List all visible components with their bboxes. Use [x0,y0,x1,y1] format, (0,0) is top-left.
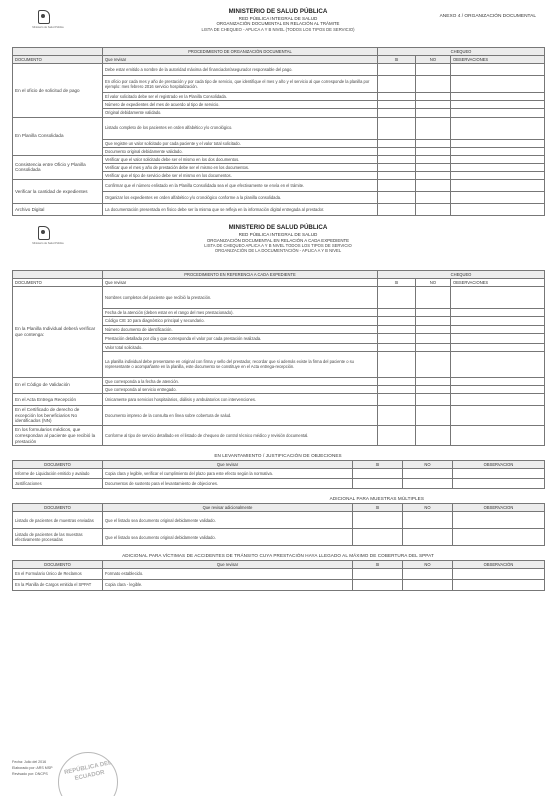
check-item: Nombres completos del paciente que recibió la prestación. [103,287,378,309]
check-si-cell [378,64,416,76]
check-si-cell [378,309,416,317]
check-no-cell [416,171,451,179]
table-2-check-caption: CHEQUEO [378,271,545,279]
check-no-cell [403,479,453,489]
check-no-cell [416,93,451,101]
observation-cell [451,101,545,109]
check-no-cell [416,155,451,163]
check-si-cell [378,147,416,155]
document-cell: Archivo Digital [13,204,103,216]
check-no-cell [416,351,451,377]
observation-cell [451,180,545,192]
network-title-2: RED PÚBLICA INTEGRAL DE SALUD [238,231,318,237]
check-item: Que el listado sea documento original debidamente validado. [103,512,353,529]
list-title: LISTA DE CHEQUEO - APLICA A Y B NIVEL (TODOS LOS TIPOS DE SERVICIO) [201,26,355,32]
table-5-col-doc: DOCUMENTO [13,560,103,568]
header-2 [12,224,544,270]
check-no-cell [416,287,451,309]
check-si-cell [353,529,403,546]
footer-line: Revisado por: DNCPS [12,771,48,776]
observation-cell [453,479,545,489]
table-row [13,512,545,529]
document-cell: En el oficio de solicitud de pago [13,64,103,117]
check-item: Que corresponda a la fecha de atención. [103,377,378,385]
observation-cell [453,512,545,529]
table-row [13,155,545,163]
check-item: Verificar que el mes y año de prestación debe ser el mismo en los documentos. [103,163,378,171]
check-si-cell [378,385,416,393]
table-3-col-no: NO [403,461,453,469]
check-si-cell [378,101,416,109]
document-cell: En el Certificado de derecho de excepción los beneficiarios No identificados (NN) [13,405,103,425]
check-item: Prestación detallada por día y que corresponda el valor por cada prestación realizada. [103,333,378,343]
table-3-col-doc: DOCUMENTO [13,461,103,469]
check-si-cell [378,163,416,171]
network-title: RED PÚBLICA INTEGRAL DE SALUD [238,15,318,21]
table-row [13,287,545,309]
table-row [13,579,545,590]
document-cell: En la Planilla Individual deberá verificar que contenga: [13,287,103,377]
check-item: Copia clara - legible. [103,579,353,590]
check-item: La planilla individual debe presentarse en original con firma y sello del prestador, recordar que si además existe la firma del paciente o su representante o acompañante en la planilla, este documento se constituye en el Acta entrega-recepción. [103,351,378,377]
logo-text: Ministerio de Salud Pública [32,242,64,246]
table-1-caption: PROCEDIMIENTO DE ORGANIZACIÓN DOCUMENTAL [103,48,378,56]
check-no-cell [416,192,451,204]
document-cell: Consistencia entre Oficio y Planilla Consolidada [13,155,103,179]
observation-cell [451,309,545,317]
check-no-cell [416,180,451,192]
check-item: Número de expedientes del mes de acuerdo al tipo de servicio. [103,101,378,109]
observation-cell [451,351,545,377]
check-no-cell [416,317,451,325]
table-4-multiple-samples [12,503,545,546]
table-5-traffic-accidents [12,560,545,591]
check-item: Documento impreso de la consulta en línea sobre cobertura de salud. [103,405,378,425]
check-item: Fecha de la atención (deben estar en el rango del mes prestacionado). [103,309,378,317]
check-no-cell [416,117,451,139]
check-si-cell [378,109,416,117]
observation-cell [451,343,545,351]
org-title: ORGANIZACIÓN DOCUMENTAL EN RELACIÓN AL TRÁMITE [216,21,340,27]
table-row [13,529,545,546]
check-no-cell [416,109,451,117]
observation-cell [451,317,545,325]
check-item: En oficio por cada mes y año de prestación y por cada tipo de servicio, que identifique el mes y año y el servicio al que corresponde la planilla por ejemplo: mes febrero 2016 servicio hospitalización. [103,76,378,93]
check-no-cell [403,568,453,579]
msp-logo [30,10,64,32]
observation-cell [451,405,545,425]
observation-cell [451,155,545,163]
table-1-col-si: SI [378,56,416,64]
check-si-cell [353,568,403,579]
document-cell: Justificaciones [13,479,103,489]
check-item: Código CIE 10 para diagnóstico principal y secundario. [103,317,378,325]
check-no-cell [416,426,451,446]
observation-cell [451,163,545,171]
check-si-cell [378,317,416,325]
check-no-cell [416,101,451,109]
org-title-2: ORGANIZACIÓN DOCUMENTAL EN RELACIÓN A CADA EXPEDIENTE [206,237,350,243]
table-row [13,377,545,385]
check-si-cell [353,469,403,479]
table-3-objections [12,460,545,489]
observation-cell [451,377,545,385]
table-3-caption: EN LEVANTAMIENTO / JUSTIFICACIÓN DE OBJECIONES [214,453,342,459]
ministry-title-2: MINISTERIO DE SALUD PÚBLICA [228,224,328,232]
check-no-cell [416,385,451,393]
table-2-col-si: SI [378,279,416,287]
table-5-col-obs: OBSERVACIÓN [453,560,545,568]
table-3-col-que: Que revisar [103,461,353,469]
check-no-cell [416,405,451,425]
check-si-cell [378,325,416,333]
footer-line: Fecha: Julio del 2016 [12,760,47,764]
check-si-cell [378,351,416,377]
check-item: Que corresponda al servicio entregado. [103,385,378,393]
observation-cell [451,147,545,155]
check-si-cell [378,192,416,204]
check-si-cell [353,512,403,529]
check-si-cell [378,76,416,93]
check-item: Debe estar emitido a nombre de la autoridad máxima del financiador/asegurador responsable del pago. [103,64,378,76]
table-4-caption: ADICIONAL PARA MUESTRAS MÚLTIPLES [329,496,424,502]
table-row [13,64,545,76]
header-1 [12,8,544,46]
table-5-caption: ADICIONAL PARA VÍCTIMAS DE ACCIDENTES DE TRÁNSITO CUYA PRESTACIÓN HAYA LLEGADO AL MÁXIMO DE COBERTURA DEL SPPAT [122,553,434,559]
check-item: Conforme al tipo de servicio detallado en el listado de chequeo de control técnico médico y revisión documental. [103,426,378,446]
table-row [13,117,545,139]
table-2-checklist [12,270,545,446]
table-2-caption: PROCEDIMIENTO EN REFERENCIA A CADA EXPEDIENTE [103,271,378,279]
observation-cell [451,426,545,446]
observation-cell [451,333,545,343]
table-1-col-obs: OBSERVACIONES [451,56,545,64]
annex-label: ANEXO 4 / ORGANIZACIÓN DOCUMENTAL [439,14,536,19]
observation-cell [451,393,545,405]
table-row [13,180,545,192]
check-si-cell [353,479,403,489]
document-cell: Listado de pacientes de muestras enviadas [13,512,103,529]
table-2-col-doc: DOCUMENTO [13,279,103,287]
official-seal [58,752,118,796]
check-item: El valor solicitado debe ser el registrado en la Planilla Consolidada. [103,93,378,101]
table-1-body [13,64,545,216]
org-subtitle-2: ORGANIZACIÓN DE LA DOCUMENTACIÓN - APLICA A Y B NIVEL [214,248,342,254]
observation-cell [451,109,545,117]
check-item: Verificar que el valor solicitado debe ser el mismo en los dos documentos. [103,155,378,163]
check-item: Que registre un valor solicitado por cada paciente y el valor total solicitado. [103,139,378,147]
seal-text: REPÚBLICA DEL ECUADOR [63,760,113,782]
table-4-col-doc: DOCUMENTO [13,503,103,511]
check-item: Verificar que el tipo de servicio debe ser el mismo en los documentos. [103,171,378,179]
footer-line: Elaborado por: ARS MSP [12,765,53,770]
observation-cell [451,204,545,216]
observation-cell [453,469,545,479]
observation-cell [451,76,545,93]
logo-text: Ministerio de Salud Pública [32,26,64,29]
document-cell: En el Código de Validación [13,377,103,393]
document-cell: En los formularios médicos, que correspondan al paciente que recibió la prestación [13,426,103,446]
observation-cell [451,93,545,101]
document-cell: En el Formulario Único de Reclamos [13,568,103,579]
ministry-title: MINISTERIO DE SALUD PÚBLICA [228,8,328,15]
observation-cell [451,139,545,147]
table-2-col-que: Que revisar [103,279,378,287]
table-row [13,469,545,479]
check-no-cell [416,76,451,93]
check-si-cell [378,155,416,163]
table-row [13,426,545,446]
check-no-cell [416,333,451,343]
check-item: Copia clara y legible, verificar el cumplimiento del plazo para este efecto según la normativa. [103,469,353,479]
check-no-cell [416,309,451,317]
table-4-col-obs: OBSERVACION [453,503,545,511]
observation-cell [453,568,545,579]
check-si-cell [378,405,416,425]
check-no-cell [416,325,451,333]
document-cell: En la Planilla de Cargos emitida el SPPAT [13,579,103,590]
observation-cell [453,529,545,546]
document-cell: En Planilla Consolidada [13,117,103,155]
table-row [13,393,545,405]
check-no-cell [403,579,453,590]
check-si-cell [378,426,416,446]
document-cell: Informe de Liquidación emitido y avalado [13,469,103,479]
check-item: Listado completo de los pacientes en orden alfabético y/o cronológico. [103,117,378,139]
table-5-col-que: Que revisar [103,560,353,568]
logo-mark-icon [38,226,50,240]
table-2-col-no: NO [416,279,451,287]
check-si-cell [378,393,416,405]
observation-cell [451,171,545,179]
table-5-col-no: NO [403,560,453,568]
check-no-cell [416,393,451,405]
check-no-cell [416,204,451,216]
table-row [13,405,545,425]
observation-cell [451,325,545,333]
check-item: Formato establecido. [103,568,353,579]
table-5-col-si: SI [353,560,403,568]
observation-cell [451,192,545,204]
check-no-cell [416,377,451,385]
table-1-check-caption: CHEQUEO [378,48,545,56]
table-3-body [13,469,545,489]
check-si-cell [378,287,416,309]
check-si-cell [378,343,416,351]
check-si-cell [378,377,416,385]
document-cell: Verificar la cantidad de expedientes [13,180,103,204]
check-item: Valor total solicitado. [103,343,378,351]
check-no-cell [416,147,451,155]
msp-logo-2 [30,226,64,248]
check-item: Organizar los expedientes en orden alfabético y/o cronológico conforme a la planilla consolidada. [103,192,378,204]
table-2-body [13,287,545,446]
table-2-col-obs: OBSERVACIONES [451,279,545,287]
check-item: Original debidamente validado. [103,109,378,117]
check-item: Que el listado sea documento original debidamente validado. [103,529,353,546]
check-item: Número documento de identificación. [103,325,378,333]
check-item: Confirmar que el número enlistado en la Planilla Consolidada sea el que efectivamente se envía en el trámite. [103,180,378,192]
check-no-cell [403,469,453,479]
check-item: Únicamente para servicios hospitalarios, diálisis y ambulatorios con intervenciones. [103,393,378,405]
table-1-checklist [12,47,545,216]
check-no-cell [403,512,453,529]
check-item: La documentación presentada en físico debe ser la misma que se refleja en la información digital entregada al prestador. [103,204,378,216]
table-4-col-que: Que revisar adicionalmente [103,503,353,511]
check-si-cell [378,204,416,216]
check-no-cell [416,163,451,171]
table-1-col-no: NO [416,56,451,64]
document-cell: Listado de pacientes de las muestras efectivamente procesadas [13,529,103,546]
document-cell: En el Acta Entrega Recepción [13,393,103,405]
check-item: Documentos de sustento para el levantamiento de objeciones. [103,479,353,489]
table-row [13,568,545,579]
table-5-body [13,568,545,590]
check-si-cell [378,93,416,101]
check-item: Documento original debidamente validado. [103,147,378,155]
observation-cell [451,117,545,139]
check-no-cell [416,64,451,76]
observation-cell [451,287,545,309]
check-si-cell [378,139,416,147]
table-3-col-obs: OBSERVACION [453,461,545,469]
list-title-2: LISTA DE CHEQUEO APLICA A Y B NIVEL TODOS LOS TIPOS DE SERVICIO [204,243,352,249]
check-si-cell [378,171,416,179]
check-si-cell [378,180,416,192]
check-si-cell [378,117,416,139]
table-4-body [13,512,545,546]
table-4-col-si: SI [353,503,403,511]
table-row [13,479,545,489]
check-si-cell [378,333,416,343]
table-row [13,204,545,216]
check-no-cell [416,343,451,351]
logo-mark-icon [38,10,50,24]
table-3-col-si: SI [353,461,403,469]
check-no-cell [416,139,451,147]
footer-notes [12,760,53,777]
table-1-col-que: Que revisar [103,56,378,64]
observation-cell [451,385,545,393]
table-1-col-doc: DOCUMENTO [13,56,103,64]
observation-cell [453,579,545,590]
check-no-cell [403,529,453,546]
table-4-col-no: NO [403,503,453,511]
check-si-cell [353,579,403,590]
observation-cell [451,64,545,76]
